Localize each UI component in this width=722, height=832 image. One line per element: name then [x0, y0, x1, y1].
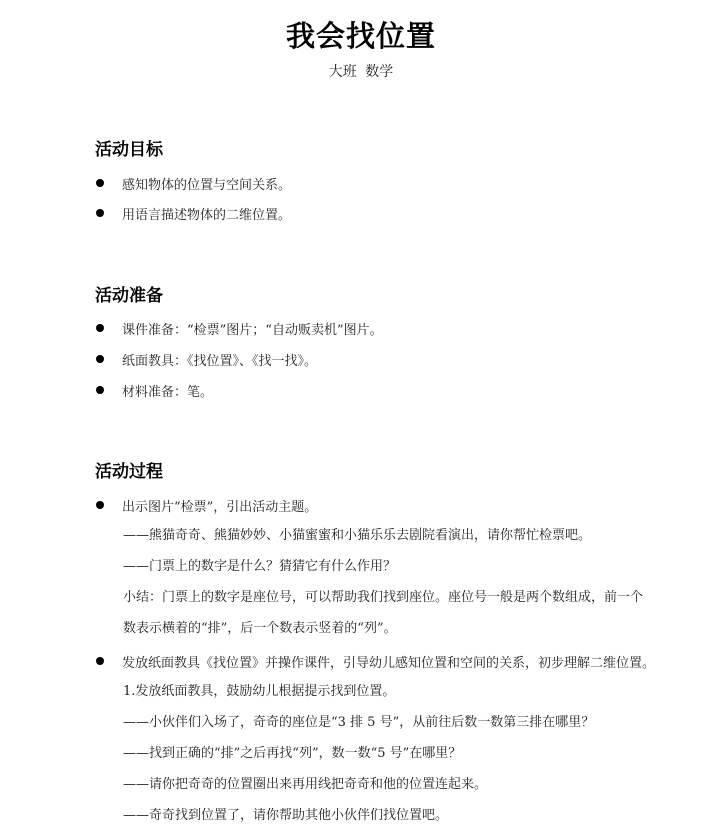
goal-item-text: 感知物体的位置与空间关系。: [122, 177, 292, 193]
process-step-text: 出示图片“检票”，引出活动主题。: [122, 499, 318, 515]
preparation-item: [95, 349, 317, 369]
goal-item-text: 用语言描述物体的二维位置。: [122, 207, 292, 223]
process-line: 1.发放纸面教具，鼓励幼儿根据提示找到位置。: [123, 684, 396, 699]
summary-line: 小结：门票上的数字是座位号，可以帮助我们找到座位。座位号一般是两个数组成，前一个: [123, 590, 644, 605]
bullet-icon: [96, 179, 104, 187]
process-step: [95, 651, 655, 671]
section-heading-process: 活动过程: [95, 462, 163, 482]
section-heading-goals: 活动目标: [95, 140, 163, 160]
bullet-icon: [96, 657, 104, 665]
preparation-item: [95, 380, 213, 400]
bullet-icon: [96, 209, 104, 217]
process-line: ——门票上的数字是什么？猜猜它有什么作用？: [123, 559, 397, 574]
preparation-item-text: 纸面教具：《找位置》、《找一找》。: [122, 353, 318, 369]
process-step-text: 发放纸面教具《找位置》并操作课件，引导幼儿感知位置和空间的关系，初步理解二维位置。: [122, 655, 656, 671]
document-subtitle: 大班 数学: [328, 64, 394, 80]
process-step: [95, 495, 317, 515]
bullet-icon: [96, 355, 104, 363]
process-line: ——小伙伴们入场了，奇奇的座位是“3 排 5 号”，从前往后数一数第三排在哪里？: [123, 715, 595, 730]
process-line: ——请你把奇奇的位置圈出来再用线把奇奇和他的位置连起来。: [123, 777, 488, 792]
goal-item: [95, 203, 291, 223]
process-line: ——熊猫奇奇、熊猫妙妙、小猫蜜蜜和小猫乐乐去剧院看演出，请你帮忙检票吧。: [123, 528, 592, 543]
goal-item: [95, 173, 291, 193]
preparation-item-text: 材料准备：笔。: [122, 384, 214, 400]
preparation-item-text: 课件准备：“检票”图片；“自动贩卖机”图片。: [122, 322, 383, 338]
summary-line: 数表示横着的“排”，后一个数表示竖着的“列”。: [123, 621, 397, 636]
section-heading-preparation: 活动准备: [95, 286, 163, 306]
document-title: 我会找位置: [285, 19, 436, 53]
process-line: ——找到正确的“排”之后再找“列”，数一数“5 号”在哪里？: [123, 746, 462, 761]
bullet-icon: [96, 386, 104, 394]
bullet-icon: [96, 501, 104, 509]
bullet-icon: [96, 324, 104, 332]
process-line: ——奇奇找到位置了，请你帮助其他小伙伴们找位置吧。: [123, 808, 449, 823]
preparation-item: [95, 318, 383, 338]
